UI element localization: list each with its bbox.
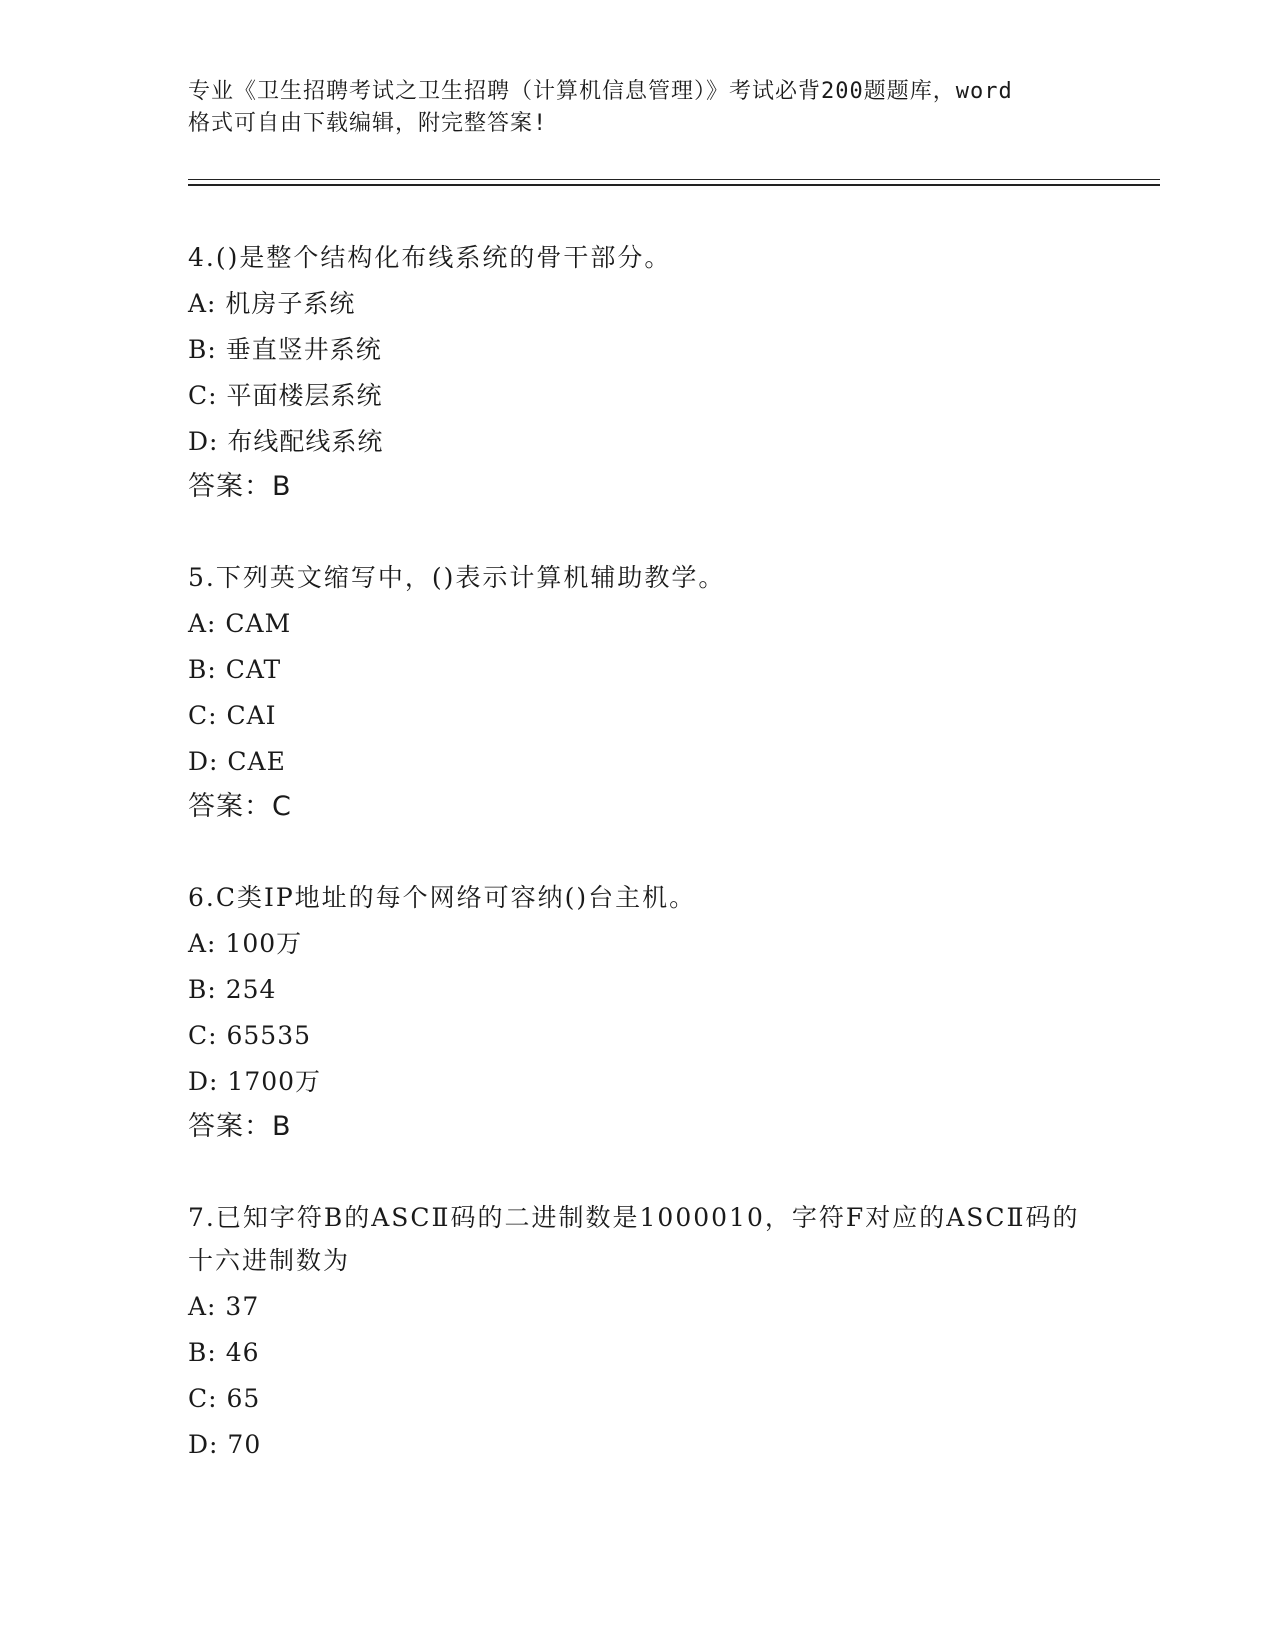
question-4 [188,236,1088,509]
option-b: B: 46 [188,1338,260,1367]
answer-line: 答案：B [188,1111,292,1142]
option-c: C: 65535 [188,1021,312,1050]
header-divider-bottom [188,184,1160,186]
option-c: C: CAI [188,701,277,730]
option-b: B: 垂直竖井系统 [188,335,382,364]
option-a: A: 100万 [188,929,303,958]
option-d: D: CAE [188,747,286,776]
option-b: B: 254 [188,975,277,1004]
question-stem: 7.已知字符B的ASCⅡ码的二进制数是1000010，字符F对应的ASCⅡ码的十六进制数为 [188,1203,1080,1275]
option-a: A: 37 [188,1292,260,1321]
header-line-1: 专业《卫生招聘考试之卫生招聘（计算机信息管理）》考试必背200题题库，word [188,79,1013,104]
option-c: C: 平面楼层系统 [188,381,383,410]
option-a: A: CAM [188,609,292,638]
option-d: D: 布线配线系统 [188,427,384,456]
question-stem: 5.下列英文缩写中，()表示计算机辅助教学。 [188,563,726,592]
option-d: D: 1700万 [188,1067,322,1096]
answer-line: 答案：C [188,791,292,822]
question-7 [188,1196,1088,1468]
option-d: D: 70 [188,1430,262,1459]
header-divider-top [188,179,1160,180]
question-stem: 4.()是整个结构化布线系统的骨干部分。 [188,243,672,272]
answer-line: 答案：B [188,471,292,502]
question-5 [188,556,1088,829]
question-6 [188,876,1088,1149]
option-c: C: 65 [188,1384,261,1413]
option-b: B: CAT [188,655,282,684]
question-stem: 6.C类IP地址的每个网络可容纳()台主机。 [188,883,697,912]
header-line-2: 格式可自由下载编辑，附完整答案! [188,111,548,136]
option-a: A: 机房子系统 [188,289,356,318]
document-header [188,76,1088,140]
